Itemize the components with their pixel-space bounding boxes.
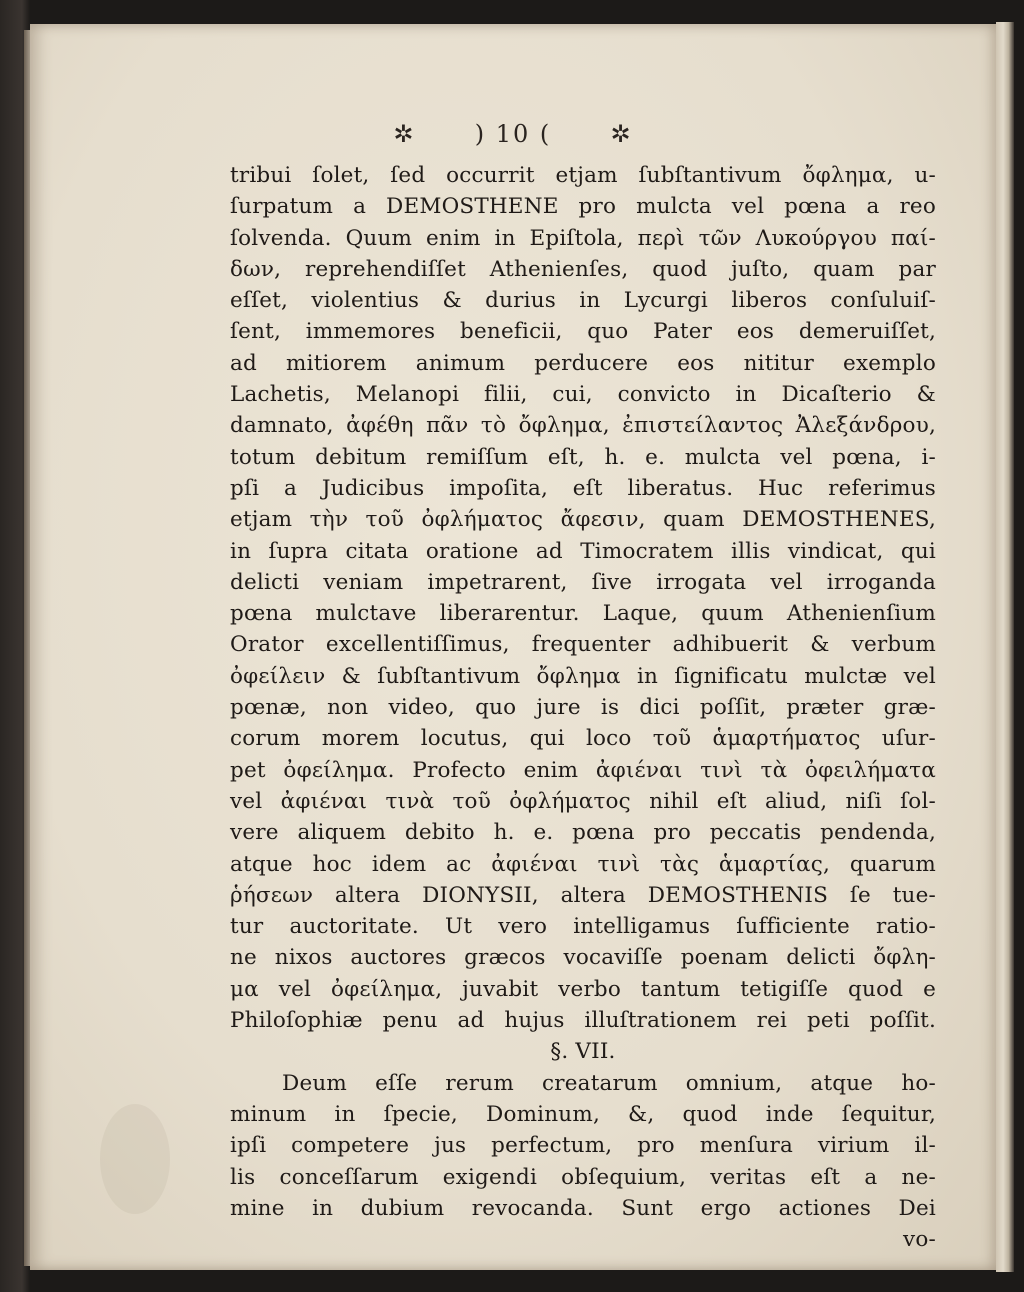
- text-line: ſolvenda. Quum enim in Epiſtola, περὶ τῶν Λυκούργου παί-: [230, 225, 936, 251]
- next-page-edge: [996, 22, 1014, 1272]
- text-line: δων, reprehendiſſet Athenienſes, quod juſto, quam par: [230, 256, 936, 282]
- text-line: ipſi competere jus perfectum, pro menſura virium il-: [230, 1133, 936, 1159]
- text-line: pet ὀφείλημα. Profecto enim ἀφιέναι τινὶ τὰ ὀφειλήματα: [230, 757, 936, 783]
- text-line: Deum eſſe rerum creatarum omnium, atque ho-: [282, 1070, 936, 1096]
- catchword: vo-: [903, 1227, 936, 1253]
- page-number: ) 10 (: [474, 120, 552, 148]
- text-line: lis conceſſarum exigendi obſequium, veritas eſt a ne-: [230, 1164, 936, 1190]
- text-line: ῥήσεων altera DIONYSII, altera DEMOSTHENIS ſe tue-: [230, 882, 936, 908]
- section-heading: §. VII.: [550, 1039, 616, 1065]
- text-line: Orator excellentiſſimus, frequenter adhibuerit & verbum: [230, 632, 936, 658]
- text-line: in ſupra citata oratione ad Timocratem illis vindicat, qui: [230, 538, 936, 564]
- text-line: vere aliquem debito h. e. pœna pro peccatis pendenda,: [230, 820, 936, 846]
- text-line: pſi a Judicibus impoſita, eſt liberatus. Huc referimus: [230, 475, 936, 501]
- text-line: tur auctoritate. Ut vero intelligamus ſufficiente ratio-: [230, 914, 936, 940]
- text-line: delicti veniam impetrarent, ſive irrogata vel irroganda: [230, 569, 936, 595]
- text-line: eſſet, violentius & durius in Lycurgi liberos conſuluiſ-: [230, 288, 936, 314]
- text-line: atque hoc idem ac ἀφιέναι τινὶ τὰς ἁμαρτίας, quarum: [230, 851, 936, 877]
- text-line: vel ἀφιέναι τινὰ τοῦ ὀφλήματος nihil eſt aliud, niſi ſol-: [230, 788, 936, 814]
- text-line: mine in dubium revocanda. Sunt ergo actiones Dei: [230, 1195, 936, 1221]
- text-line: pœnæ, non video, quo jure is dici poſſit, præter græ-: [230, 695, 936, 721]
- page: [30, 24, 996, 1270]
- text-line: ne nixos auctores græcos vocaviſſe poenam delicti ὄφλη-: [230, 945, 936, 971]
- star-ornament-icon: ✲: [393, 120, 416, 148]
- text-line: tribui ſolet, ſed occurrit etjam ſubſtantivum ὄφλημα, u-: [230, 163, 936, 188]
- text-line: μα vel ὀφείλημα, juvabit verbo tantum tetigiſſe quod e: [230, 976, 936, 1002]
- body-text: [230, 160, 936, 1255]
- text-line: ſent, immemores beneficii, quo Pater eos demeruiſſet,: [230, 319, 936, 345]
- text-line: pœna mulctave liberarentur. Laque, quum Athenienſium: [230, 601, 936, 627]
- text-line: etjam τὴν τοῦ ὀφλήματος ἄφεσιν, quam DEMOSTHENES,: [230, 507, 936, 533]
- text-line: totum debitum remiſſum eſt, h. e. mulcta vel pœna, i-: [230, 444, 936, 470]
- text-line: minum in ſpecie, Dominum, &, quod inde ſequitur,: [230, 1101, 936, 1127]
- star-ornament-icon: ✲: [610, 120, 633, 148]
- page-header: [30, 120, 996, 148]
- text-line: ſurpatum a DEMOSTHENE pro mulcta vel pœna a reo: [230, 194, 936, 220]
- text-line: damnato, ἀφέθη πᾶν τὸ ὄφλημα, ἐπιστείλαντος Ἀλεξάνδρου,: [230, 413, 936, 439]
- text-line: ὀφείλειν & ſubſtantivum ὄφλημα in ſignificatu mulctæ vel: [230, 663, 936, 689]
- text-line: corum morem locutus, qui loco τοῦ ἁμαρτήματος uſur-: [230, 726, 936, 752]
- text-line: Lachetis, Melanopi filii, cui, convicto in Dicaſterio &: [230, 382, 936, 408]
- text-line: Philoſophiæ penu ad hujus illuſtrationem rei peti poſſit.: [230, 1008, 936, 1034]
- text-line: ad mitiorem animum perducere eos nititur exemplo: [230, 350, 936, 376]
- paper-stain: [100, 1104, 170, 1214]
